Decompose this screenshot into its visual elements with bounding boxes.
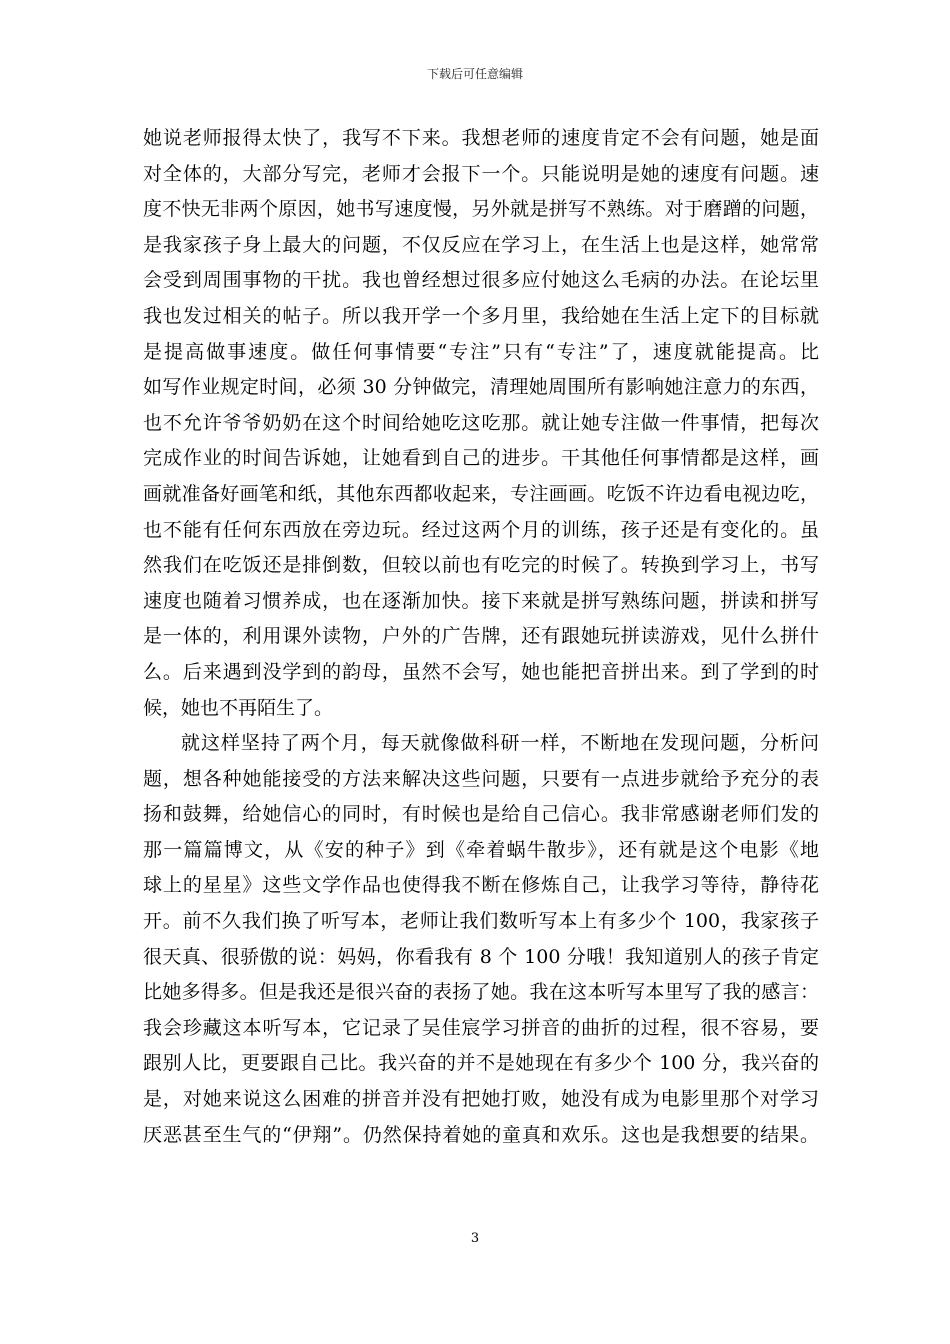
document-body: [143, 121, 819, 1153]
page-number: 3: [470, 1231, 480, 1246]
paragraph-1: [143, 121, 819, 726]
text-line: 然我们在吃饭还是排倒数，但较以前也有吃完的时候了。转换到学习上，书写: [143, 554, 819, 577]
text-line: 也不能有任何东西放在旁边玩。经过这两个月的训练，孩子还是有变化的。虽: [143, 518, 819, 541]
text-line: 扬和鼓舞，给她信心的同时，有时候也是给自己信心。我非常感谢老师们发的: [143, 803, 819, 826]
text-line: 速度也随着习惯养成，也在逐渐加快。接下来就是拼写熟练问题，拼读和拼写: [143, 589, 819, 612]
text-line: 也不允许爷爷奶奶在这个时间给她吃这吃那。就让她专注做一件事情，把每次: [143, 411, 819, 434]
text-line: 厌恶甚至生气的“伊翔”。仍然保持着她的童真和欢乐。这也是我想要的结果。: [143, 1123, 819, 1146]
text-line: 开。前不久我们换了听写本，老师让我们数听写本上有多少个 100，我家孩子: [143, 910, 819, 933]
text-line: 我也发过相关的帖子。所以我开学一个多月里，我给她在生活上定下的目标就: [143, 304, 819, 327]
paragraph-2: [143, 726, 819, 1153]
text-line: 完成作业的时间告诉她，让她看到自己的进步。干其他任何事情都是这样，画: [143, 447, 819, 470]
text-line: 球上的星星》这些文学作品也使得我不断在修炼自己，让我学习等待，静待花: [143, 874, 819, 897]
text-line: 是一体的，利用课外读物，户外的广告牌，还有跟她玩拼读游戏，见什么拼什: [143, 625, 819, 648]
text-line: 题，想各种她能接受的方法来解决这些问题，只要有一点进步就给予充分的表: [143, 767, 819, 790]
text-line: 她说老师报得太快了，我写不下来。我想老师的速度肯定不会有问题，她是面: [143, 127, 819, 149]
text-line: 比她多得多。但是我还是很兴奋的表扬了她。我在这本听写本里写了我的感言：: [143, 981, 819, 1004]
text-line: 么。后来遇到没学到的韵母，虽然不会写，她也能把音拼出来。到了学到的时: [143, 660, 819, 683]
text-line: 我会珍藏这本听写本，它记录了吴佳宸学习拼音的曲折的过程，很不容易，要: [143, 1016, 819, 1039]
page-header: 下载后可任意编辑: [426, 67, 523, 81]
text-line: 就这样坚持了两个月，每天就像做科研一样，不断地在发现问题，分析问: [181, 732, 819, 755]
text-line: 那一篇篇博文，从《安的种子》到《牵着蜗牛散步》，还有就是这个电影《地: [143, 838, 819, 861]
text-line: 画就准备好画笔和纸，其他东西都收起来，专注画画。吃饭不许边看电视边吃，: [143, 482, 819, 505]
text-line: 会受到周围事物的干扰。我也曾经想过很多应付她这么毛病的办法。在论坛里: [143, 269, 819, 292]
text-line: 是提高做事速度。做任何事情要“专注”只有“专注”了，速度就能提高。比: [143, 340, 819, 363]
text-line: 对全体的，大部分写完，老师才会报下一个。只能说明是她的速度有问题。速: [143, 162, 819, 185]
text-line: 很天真、很骄傲的说：妈妈，你看我有 8 个 100 分哦！我知道别人的孩子肯定: [143, 945, 819, 968]
text-line: 是我家孩子身上最大的问题，不仅反应在学习上，在生活上也是这样，她常常: [143, 233, 819, 256]
text-line: 候，她也不再陌生了。: [143, 696, 334, 719]
text-line: 跟别人比，更要跟自己比。我兴奋的并不是她现在有多少个 100 分，我兴奋的: [143, 1052, 819, 1075]
text-line: 度不快无非两个原因，她书写速度慢，另外就是拼写不熟练。对于磨蹭的问题，: [143, 198, 819, 221]
text-line: 是，对她来说这么困难的拼音并没有把她打败，她没有成为电影里那个对学习: [143, 1088, 819, 1111]
text-line: 如写作业规定时间，必须 30 分钟做完，清理她周围所有影响她注意力的东西，: [143, 376, 819, 399]
